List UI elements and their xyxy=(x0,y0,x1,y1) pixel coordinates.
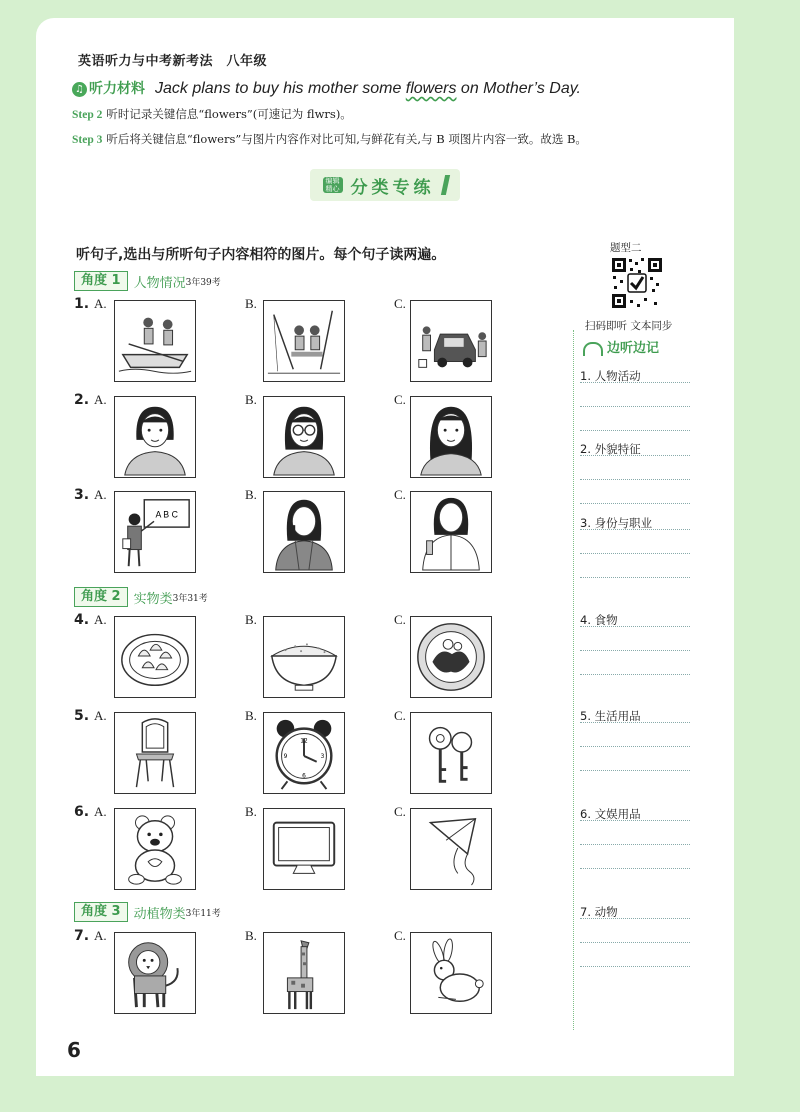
note-category: 6. 文娱用品 xyxy=(580,807,641,821)
teddy-bear-icon[interactable] xyxy=(114,808,196,890)
note-line[interactable] xyxy=(580,503,690,504)
qr-label: 题型二 xyxy=(610,242,642,254)
step-3 xyxy=(72,131,587,147)
option-letter: B. xyxy=(245,392,257,407)
rice-bowl-icon[interactable] xyxy=(263,616,345,698)
doctor-icon[interactable] xyxy=(410,491,492,573)
option-letter: C. xyxy=(394,392,406,407)
alarm-clock-icon[interactable] xyxy=(263,712,345,794)
svg-text:9: 9 xyxy=(283,753,288,760)
note-line[interactable] xyxy=(580,577,690,578)
step-label: Step 2 xyxy=(72,109,103,121)
option-letter: B. xyxy=(245,612,257,627)
sentence-part: on Mother’s Day. xyxy=(456,80,581,97)
step-label: Step 3 xyxy=(72,134,103,146)
note-category: 7. 动物 xyxy=(580,905,618,919)
option-letter: B. xyxy=(245,928,257,943)
option-letter: A. xyxy=(94,487,107,502)
sidebar-divider xyxy=(573,330,575,1030)
option-letter: A. xyxy=(94,296,107,311)
section-banner xyxy=(310,169,460,201)
question-number: 1. xyxy=(74,296,90,312)
option-letter: C. xyxy=(394,804,406,819)
tv-icon[interactable] xyxy=(263,808,345,890)
option-letter: C. xyxy=(394,708,406,723)
svg-text:3: 3 xyxy=(320,753,325,760)
note-category: 3. 身份与职业 xyxy=(580,516,653,530)
option-letter: A. xyxy=(94,708,107,723)
instruction: 听句子,选出与所听句子内容相符的图片。每个句子读两遍。 xyxy=(76,247,446,263)
pen-icon xyxy=(440,175,449,195)
option-letter: B. xyxy=(245,296,257,311)
banner-badge-icon: 编辑精心 xyxy=(323,177,343,193)
note-line[interactable] xyxy=(580,868,690,869)
giraffe-icon[interactable] xyxy=(263,932,345,1014)
option-letter: A. xyxy=(94,392,107,407)
note-line[interactable] xyxy=(580,844,690,845)
option-letter: B. xyxy=(245,804,257,819)
angle-title: 实物类 xyxy=(133,591,173,607)
note-line[interactable] xyxy=(580,430,690,431)
teacher-icon[interactable] xyxy=(114,491,196,573)
step-text: 听后将关键信息“flowers”与图片内容作对比可知,与鲜花有关,与 B 项图片内容一致。故选 B。 xyxy=(106,132,587,146)
material-label: 听力材料 xyxy=(89,81,145,97)
keys-icon[interactable] xyxy=(410,712,492,794)
svg-text:6: 6 xyxy=(302,773,306,780)
angle-1-header xyxy=(74,271,221,291)
kite-icon[interactable] xyxy=(410,808,492,890)
option-letter: C. xyxy=(394,296,406,311)
option-letter: A. xyxy=(94,804,107,819)
note-line[interactable] xyxy=(580,820,690,821)
option-letter: A. xyxy=(94,612,107,627)
page-number: 6 xyxy=(67,1038,81,1062)
angle-2-header xyxy=(74,587,208,607)
svg-text:A B C: A B C xyxy=(155,509,178,520)
option-letter: B. xyxy=(245,487,257,502)
note-line[interactable] xyxy=(580,770,690,771)
option-letter: C. xyxy=(394,612,406,627)
headphone-icon xyxy=(583,342,603,356)
question-number: 3. xyxy=(74,487,90,503)
note-category: 1. 人物活动 xyxy=(580,369,641,383)
question-number: 2. xyxy=(74,392,90,408)
boat-rowing-icon[interactable] xyxy=(114,300,196,382)
note-line[interactable] xyxy=(580,479,690,480)
step-2 xyxy=(72,106,352,122)
angle-3-header xyxy=(74,902,221,922)
angle-box: 角度 2 xyxy=(74,587,128,607)
book-header: 英语听力与中考新考法 八年级 xyxy=(78,54,268,69)
note-line[interactable] xyxy=(580,674,690,675)
question-number: 6. xyxy=(74,804,90,820)
car-washing-icon[interactable] xyxy=(410,300,492,382)
question-number: 7. xyxy=(74,928,90,944)
girl-long-hair-icon[interactable] xyxy=(410,396,492,478)
angle-title: 人物情况 xyxy=(133,275,186,291)
note-category: 4. 食物 xyxy=(580,613,618,627)
note-line[interactable] xyxy=(580,722,690,723)
note-category: 2. 外貌特征 xyxy=(580,442,641,456)
note-line[interactable] xyxy=(580,746,690,747)
question-number: 4. xyxy=(74,612,90,628)
lion-icon[interactable] xyxy=(114,932,196,1014)
material-sentence xyxy=(155,80,581,97)
listening-material xyxy=(72,78,581,98)
note-line[interactable] xyxy=(580,553,690,554)
option-letter: A. xyxy=(94,928,107,943)
angle-stats: 3年39考 xyxy=(185,277,221,288)
angle-title: 动植物类 xyxy=(133,906,186,922)
note-line[interactable] xyxy=(580,650,690,651)
scan-hint: 扫码即听 文本同步 xyxy=(585,320,673,332)
note-line[interactable] xyxy=(580,966,690,967)
note-line[interactable] xyxy=(580,382,690,383)
angle-stats: 3年31考 xyxy=(172,593,208,604)
woman-phone-icon[interactable] xyxy=(263,491,345,573)
note-line[interactable] xyxy=(580,455,690,456)
step-text: 听时记录关键信息“flowers”(可速记为 flwrs)。 xyxy=(106,107,352,121)
note-line[interactable] xyxy=(580,918,690,919)
sidebar-heading-text: 边听边记 xyxy=(607,341,660,356)
sentence-part: Jack plans to buy his mother some xyxy=(155,80,406,97)
salad-plate-icon[interactable] xyxy=(410,616,492,698)
rabbit-icon[interactable] xyxy=(410,932,492,1014)
chair-icon[interactable] xyxy=(114,712,196,794)
note-category: 5. 生活用品 xyxy=(580,709,641,723)
question-number: 5. xyxy=(74,708,90,724)
option-letter: B. xyxy=(245,708,257,723)
angle-stats: 3年11考 xyxy=(185,908,221,919)
note-line[interactable] xyxy=(580,942,690,943)
option-letter: C. xyxy=(394,928,406,943)
note-line[interactable] xyxy=(580,626,690,627)
angle-box: 角度 1 xyxy=(74,271,128,291)
headphone-icon: ♫ xyxy=(72,82,87,97)
girl-short-hair-icon[interactable] xyxy=(114,396,196,478)
qr-code-icon[interactable] xyxy=(610,256,664,310)
dumplings-icon[interactable] xyxy=(114,616,196,698)
note-line[interactable] xyxy=(580,529,690,530)
sentence-keyword: flowers xyxy=(405,80,457,97)
banner-title: 分类专练 xyxy=(350,177,435,198)
sidebar-heading xyxy=(583,337,659,356)
svg-text:12: 12 xyxy=(300,738,308,745)
angle-box: 角度 3 xyxy=(74,902,128,922)
option-letter: C. xyxy=(394,487,406,502)
note-line[interactable] xyxy=(580,406,690,407)
fishing-icon[interactable] xyxy=(263,300,345,382)
girl-glasses-icon[interactable] xyxy=(263,396,345,478)
